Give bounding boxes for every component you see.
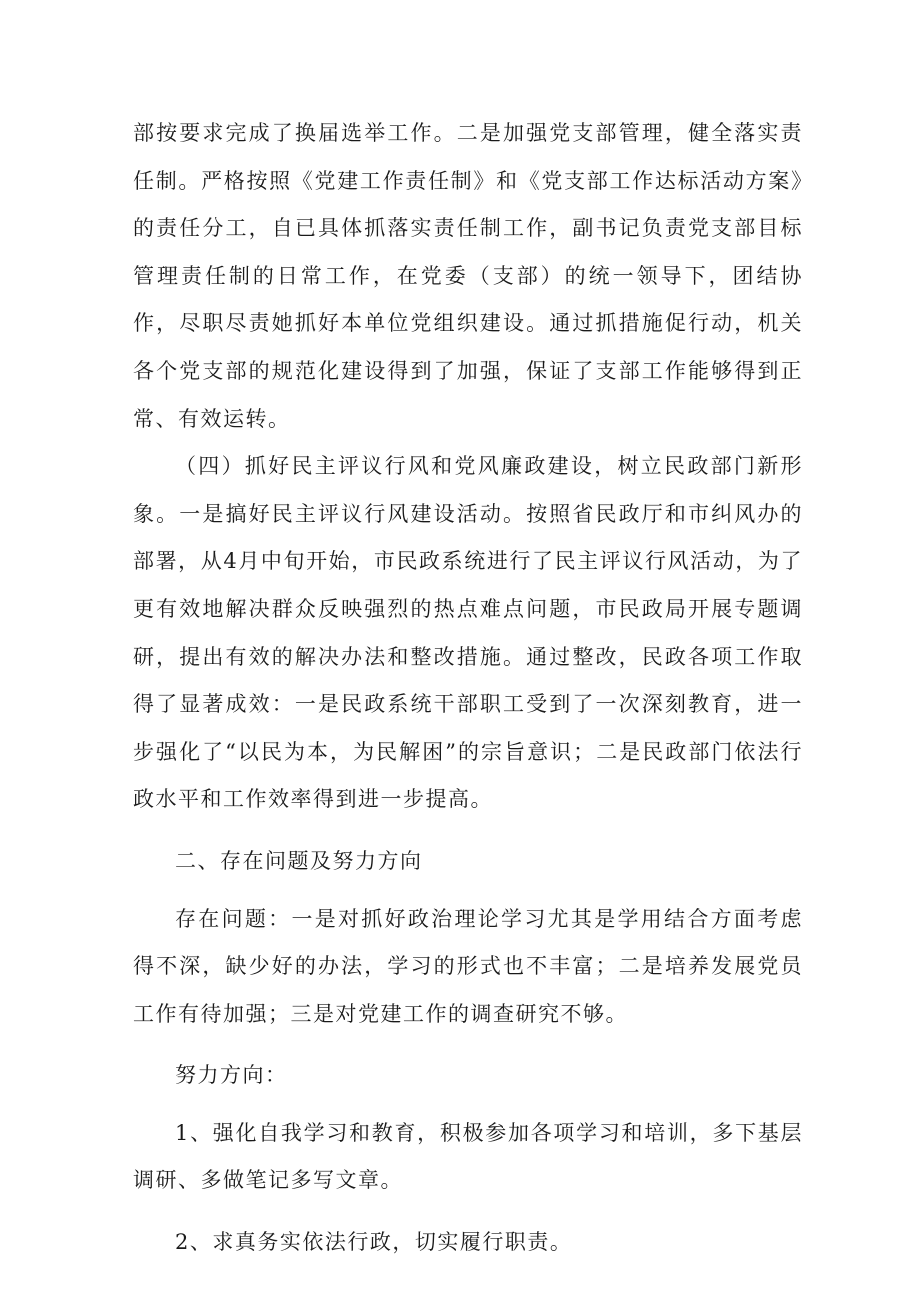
paragraph-democratic-evaluation: （四）抓好民主评议行风和党风廉政建设，树立民政部门新形象。一是搞好民主评议行风建设活动。按照省民政厅和市纠风办的部署，从4月中旬开始，市民政系统进行了民主评议行风活动，为了更有效地解决群众反映强烈的热点难点问题，市民政局开展专题调研，提出有效的解决办法和整改措施。通过整改，民政各项工作取得了显著成效：一是民政系统干部职工受到了一次深刻教育，进一步强化了“以民为本，为民解困”的宗旨意识；二是民政部门依法行政水平和工作效率得到进一步提高。 <box>133 454 803 812</box>
paragraph-existing-problems: 存在问题：一是对抓好政治理论学习尤其是学用结合方面考虑得不深，缺少好的办法，学习的形式也不丰富；二是培养发展党员工作有待加强；三是对党建工作的调查研究不够。 <box>133 906 803 1026</box>
list-item-direction-2: 2、求真务实依法行政，切实履行职责。 <box>175 1230 573 1255</box>
document-body <box>133 110 803 1267</box>
paragraph-party-branch-management: 部按要求完成了换届选举工作。二是加强党支部管理，健全落实责任制。严格按照《党建工作责任制》和《党支部工作达标活动方案》的责任分工，自已具体抓落实责任制工作，副书记负责党支部目标管理责任制的日常工作，在党委（支部）的统一领导下，团结协作，尽职尽责她抓好本单位党组织建设。通过抓措施促行动，机关各个党支部的规范化建设得到了加强，保证了支部工作能够得到正常、有效运转。 <box>133 121 803 431</box>
paragraph-direction-label: 努力方向： <box>175 1063 288 1088</box>
list-item-direction-1: 1、强化自我学习和教育，积极参加各项学习和培训，多下基层调研、多做笔记多写文章。 <box>133 1120 803 1193</box>
section-heading-problems-and-directions: 二、存在问题及努力方向 <box>175 848 423 873</box>
